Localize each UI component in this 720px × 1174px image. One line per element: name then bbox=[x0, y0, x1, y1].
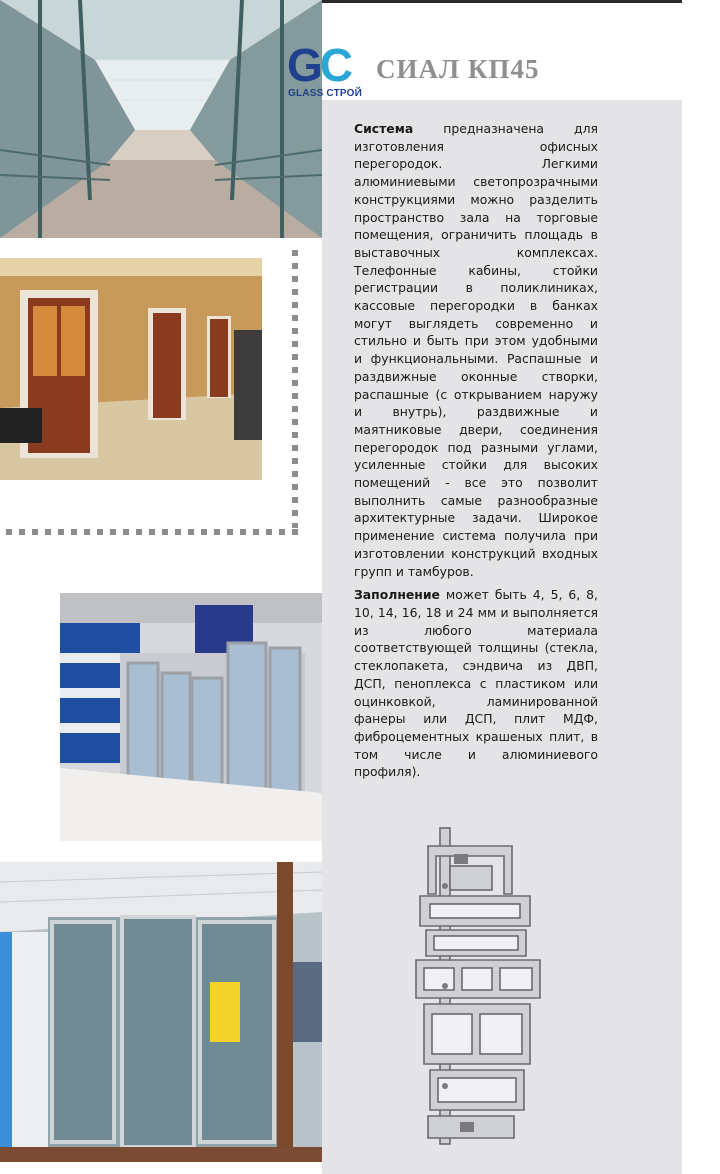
company-logo bbox=[283, 39, 367, 104]
page-title: СИАЛ КП45 bbox=[376, 54, 540, 84]
top-rule bbox=[322, 0, 682, 3]
paragraph-filling bbox=[354, 586, 598, 781]
profile-cross-section-drawing bbox=[410, 826, 545, 1146]
paragraph-filling-body: может быть 4, 5, 6, 8, 10, 14, 16, 18 и 24 мм и выполняется из любого материала соответствующей толщины (стекла, стеклопакета, сэндвича из ДВП, ДСП, пеноплекса с пластиком или оцинковкой, ламинированной фанеры или ДСП, плит МДФ, фиброцементных крашеных плит, в том числе и алюминиевого профиля). bbox=[354, 587, 598, 780]
logo-subtitle: GLASS СТРОЙ bbox=[287, 88, 362, 99]
entrance-photo bbox=[0, 862, 322, 1162]
logo-mark: GC bbox=[287, 39, 351, 91]
paragraph-system-lead: Система bbox=[354, 121, 414, 136]
paragraph-system-body: предназначена для изготовления офисных перегородок. Легкими алюминиевыми светопрозрачными конструкциями можно разделить пространство зала на торговые помещения, ограничить площадь в выставочных комплексах. Телефонные кабины, стойки регистрации в поликлиниках, кассовые перегородки в банках могут выглядеть современно и стильно и быть при этом удобными и функциональными. Распашные и раздвижные оконные створки, распашные (с открыванием наружу и внутрь), раздвижные и маятниковые двери, соединения перегородок под разными углами, усиленные стойки для высоких помещений - все это позволит выполнить самые разнообразные архитектурные задачи. Широкое применение система получила при изготовлении конструкций входных групп и тамбуров. bbox=[354, 121, 598, 579]
kiosk-photo bbox=[60, 593, 322, 841]
paragraph-filling-lead: Заполнение bbox=[354, 587, 440, 603]
walkway-photo bbox=[0, 0, 322, 238]
corridor-photo bbox=[0, 258, 262, 480]
dotted-divider-vertical bbox=[292, 250, 298, 528]
article-text bbox=[354, 120, 598, 787]
dotted-divider-horizontal bbox=[6, 529, 298, 535]
paragraph-system bbox=[354, 120, 598, 580]
